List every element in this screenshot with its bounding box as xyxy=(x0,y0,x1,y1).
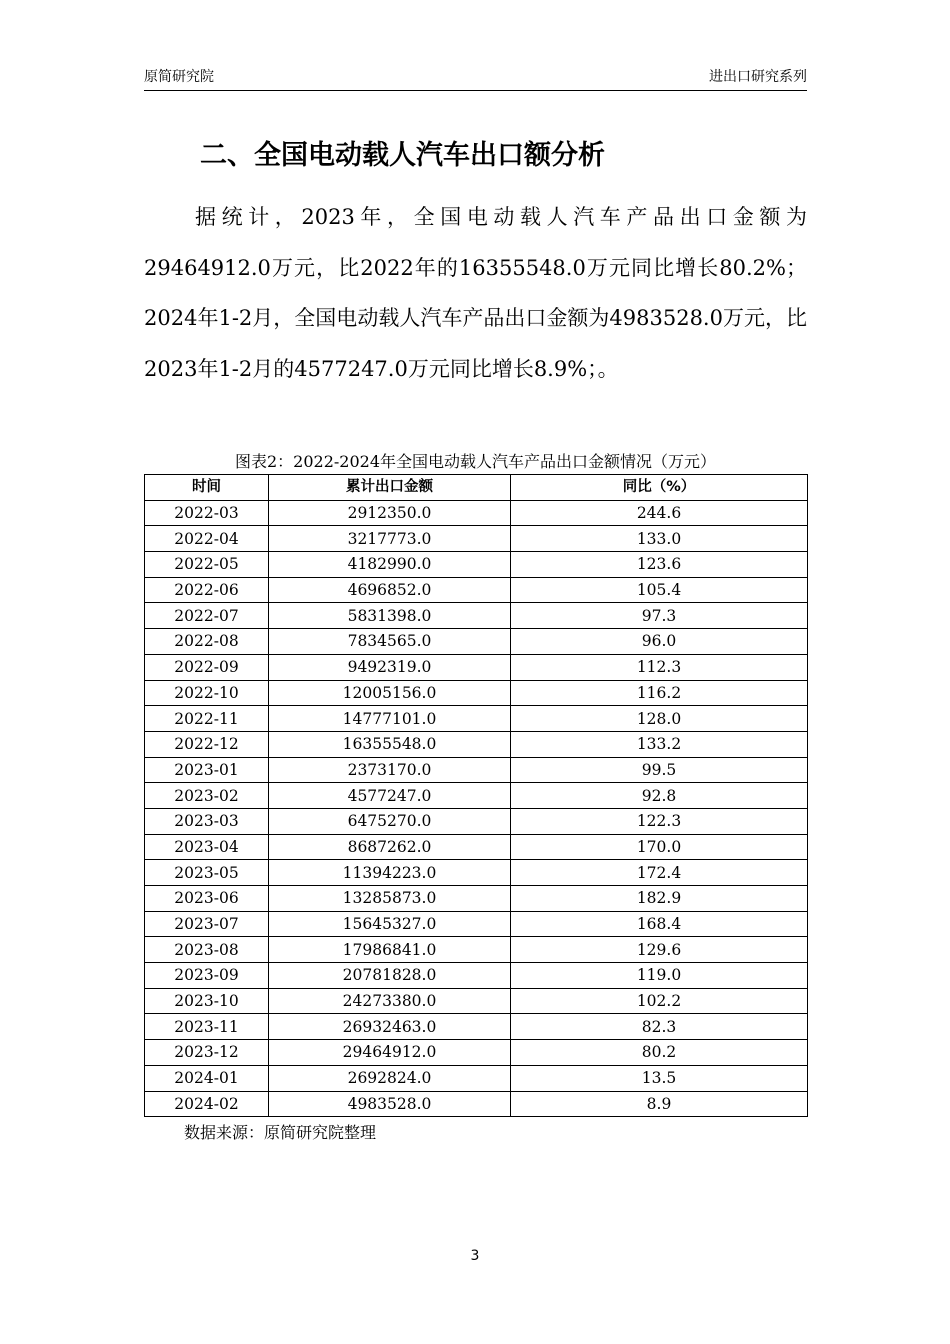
cell-time: 2023-11 xyxy=(145,1014,269,1040)
table-row xyxy=(145,988,808,1014)
cell-amount: 12005156.0 xyxy=(269,680,511,706)
cell-amount: 17986841.0 xyxy=(269,937,511,963)
table-row xyxy=(145,963,808,989)
export-data-table xyxy=(144,474,808,1117)
page-header xyxy=(144,66,807,91)
cell-time: 2023-12 xyxy=(145,1040,269,1066)
cell-amount: 20781828.0 xyxy=(269,963,511,989)
cell-yoy: 92.8 xyxy=(511,783,808,809)
cell-yoy: 170.0 xyxy=(511,834,808,860)
cell-time: 2022-11 xyxy=(145,706,269,732)
table-body xyxy=(145,500,808,1117)
table-row xyxy=(145,937,808,963)
cell-yoy: 116.2 xyxy=(511,680,808,706)
cell-yoy: 122.3 xyxy=(511,808,808,834)
table-row xyxy=(145,1091,808,1117)
table-row xyxy=(145,1014,808,1040)
cell-amount: 9492319.0 xyxy=(269,654,511,680)
cell-time: 2022-05 xyxy=(145,552,269,578)
cell-yoy: 129.6 xyxy=(511,937,808,963)
table-row xyxy=(145,552,808,578)
cell-amount: 4182990.0 xyxy=(269,552,511,578)
header-org-name: 原简研究院 xyxy=(144,69,214,85)
cell-amount: 16355548.0 xyxy=(269,731,511,757)
table-row xyxy=(145,731,808,757)
cell-time: 2022-08 xyxy=(145,629,269,655)
cell-time: 2022-04 xyxy=(145,526,269,552)
data-source-note: 数据来源：原简研究院整理 xyxy=(184,1123,377,1142)
column-header-yoy: 同比（%） xyxy=(511,475,808,501)
cell-yoy: 168.4 xyxy=(511,911,808,937)
cell-time: 2023-01 xyxy=(145,757,269,783)
table-row xyxy=(145,911,808,937)
cell-amount: 8687262.0 xyxy=(269,834,511,860)
cell-yoy: 119.0 xyxy=(511,963,808,989)
table-row xyxy=(145,860,808,886)
cell-amount: 15645327.0 xyxy=(269,911,511,937)
cell-yoy: 133.2 xyxy=(511,731,808,757)
cell-yoy: 102.2 xyxy=(511,988,808,1014)
cell-time: 2022-12 xyxy=(145,731,269,757)
cell-time: 2023-04 xyxy=(145,834,269,860)
body-paragraph: 据统计，2023年，全国电动载人汽车产品出口金额为29464912.0万元，比2022年的16355548.0万元同比增长80.2%；2024年1-2月，全国电动载人汽车产品出口金额为4983528.0万元，比2023年1-2月的4577247.0万元同比增长8.9%；。 xyxy=(144,205,807,381)
cell-time: 2024-01 xyxy=(145,1065,269,1091)
cell-amount: 2692824.0 xyxy=(269,1065,511,1091)
cell-amount: 24273380.0 xyxy=(269,988,511,1014)
cell-time: 2022-07 xyxy=(145,603,269,629)
cell-yoy: 172.4 xyxy=(511,860,808,886)
cell-yoy: 13.5 xyxy=(511,1065,808,1091)
table-row xyxy=(145,1065,808,1091)
cell-amount: 14777101.0 xyxy=(269,706,511,732)
cell-time: 2023-10 xyxy=(145,988,269,1014)
table-row xyxy=(145,526,808,552)
cell-amount: 3217773.0 xyxy=(269,526,511,552)
table-caption: 图表2：2022-2024年全国电动载人汽车产品出口金额情况（万元） xyxy=(234,452,717,471)
cell-amount: 4696852.0 xyxy=(269,577,511,603)
cell-yoy: 105.4 xyxy=(511,577,808,603)
cell-yoy: 128.0 xyxy=(511,706,808,732)
column-header-time: 时间 xyxy=(145,475,269,501)
page-number: 3 xyxy=(470,1248,480,1264)
cell-amount: 13285873.0 xyxy=(269,886,511,912)
cell-amount: 6475270.0 xyxy=(269,808,511,834)
table-row xyxy=(145,500,808,526)
cell-yoy: 80.2 xyxy=(511,1040,808,1066)
table-row xyxy=(145,629,808,655)
cell-yoy: 123.6 xyxy=(511,552,808,578)
header-series-name: 进出口研究系列 xyxy=(709,69,807,85)
cell-yoy: 96.0 xyxy=(511,629,808,655)
cell-time: 2023-08 xyxy=(145,937,269,963)
table-row xyxy=(145,886,808,912)
cell-yoy: 133.0 xyxy=(511,526,808,552)
cell-yoy: 97.3 xyxy=(511,603,808,629)
cell-time: 2023-06 xyxy=(145,886,269,912)
cell-amount: 5831398.0 xyxy=(269,603,511,629)
cell-yoy: 244.6 xyxy=(511,500,808,526)
table-row xyxy=(145,706,808,732)
cell-time: 2023-02 xyxy=(145,783,269,809)
cell-yoy: 8.9 xyxy=(511,1091,808,1117)
table-row xyxy=(145,680,808,706)
table-row xyxy=(145,603,808,629)
cell-yoy: 99.5 xyxy=(511,757,808,783)
cell-time: 2022-03 xyxy=(145,500,269,526)
cell-amount: 2373170.0 xyxy=(269,757,511,783)
table-header-row xyxy=(145,475,808,501)
cell-time: 2022-06 xyxy=(145,577,269,603)
cell-amount: 4983528.0 xyxy=(269,1091,511,1117)
cell-time: 2023-09 xyxy=(145,963,269,989)
cell-time: 2023-05 xyxy=(145,860,269,886)
cell-amount: 29464912.0 xyxy=(269,1040,511,1066)
cell-time: 2023-07 xyxy=(145,911,269,937)
section-title: 二、全国电动载人汽车出口额分析 xyxy=(200,140,605,171)
cell-time: 2022-10 xyxy=(145,680,269,706)
cell-time: 2022-09 xyxy=(145,654,269,680)
table-row xyxy=(145,834,808,860)
table-row xyxy=(145,757,808,783)
table-row xyxy=(145,1040,808,1066)
table-row xyxy=(145,577,808,603)
cell-yoy: 182.9 xyxy=(511,886,808,912)
cell-amount: 4577247.0 xyxy=(269,783,511,809)
table-row xyxy=(145,783,808,809)
column-header-amount: 累计出口金额 xyxy=(269,475,511,501)
cell-time: 2024-02 xyxy=(145,1091,269,1117)
cell-yoy: 112.3 xyxy=(511,654,808,680)
table-row xyxy=(145,654,808,680)
cell-amount: 2912350.0 xyxy=(269,500,511,526)
cell-amount: 7834565.0 xyxy=(269,629,511,655)
table-row xyxy=(145,808,808,834)
cell-amount: 11394223.0 xyxy=(269,860,511,886)
cell-yoy: 82.3 xyxy=(511,1014,808,1040)
cell-amount: 26932463.0 xyxy=(269,1014,511,1040)
cell-time: 2023-03 xyxy=(145,808,269,834)
